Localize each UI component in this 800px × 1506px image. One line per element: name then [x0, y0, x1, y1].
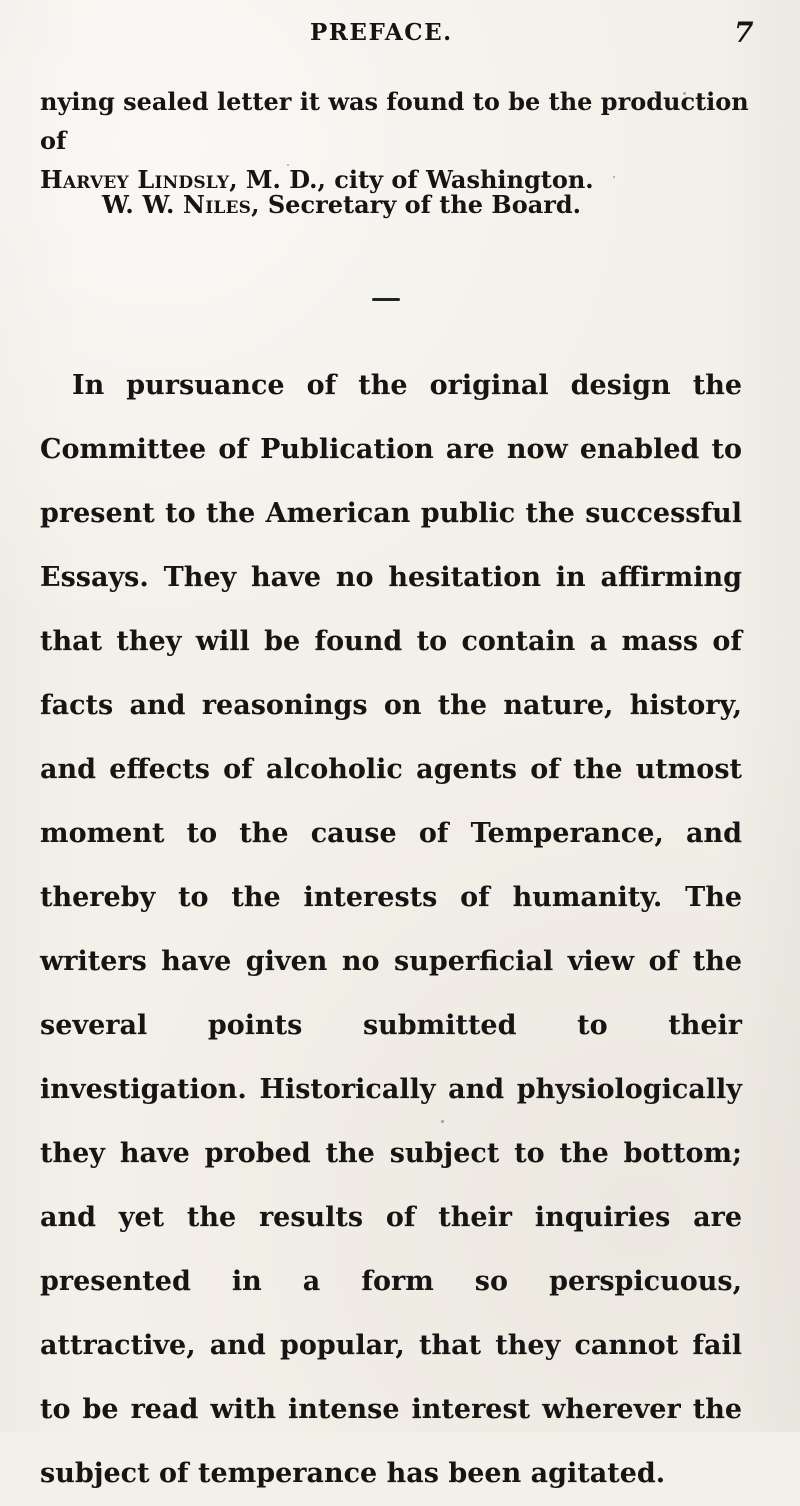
letter-note — [40, 82, 760, 199]
running-title: PREFACE. — [310, 19, 453, 46]
signature-title: , Secretary of the Board. — [251, 190, 582, 219]
board-signature — [102, 185, 752, 224]
letter-line-1: nying sealed letter it was found to be the production of — [40, 87, 749, 155]
page-number: 7 — [734, 16, 754, 49]
preface-paragraph: In pursuance of the original design the Committee of Publication are now enabled to present to the American public the successful Essays. They have no hesitation in affirming that they will be found to contain a mass of facts and reasonings on the nature, history, and effects of alcoholic agents of the utmost moment to the cause of Temperance, and thereby to the interests of humanity. The writers have given no superficial view of the several points submitted to their investigation. Historically and physiologically they have probed the subject to the bottom; and yet the results of their inquiries are presented in a form so perspicuous, attractive, and popular, that they cannot fail to be read with intense interest wherever the subject of temperance has been agitated. — [40, 370, 742, 1489]
page-header — [0, 18, 800, 58]
section-divider — [372, 298, 400, 301]
signature-name: W. W. Niles — [102, 190, 252, 219]
author-details: , M. D., city of Washington. — [229, 165, 594, 194]
author-name: Harvey Lindsly — [40, 165, 230, 194]
